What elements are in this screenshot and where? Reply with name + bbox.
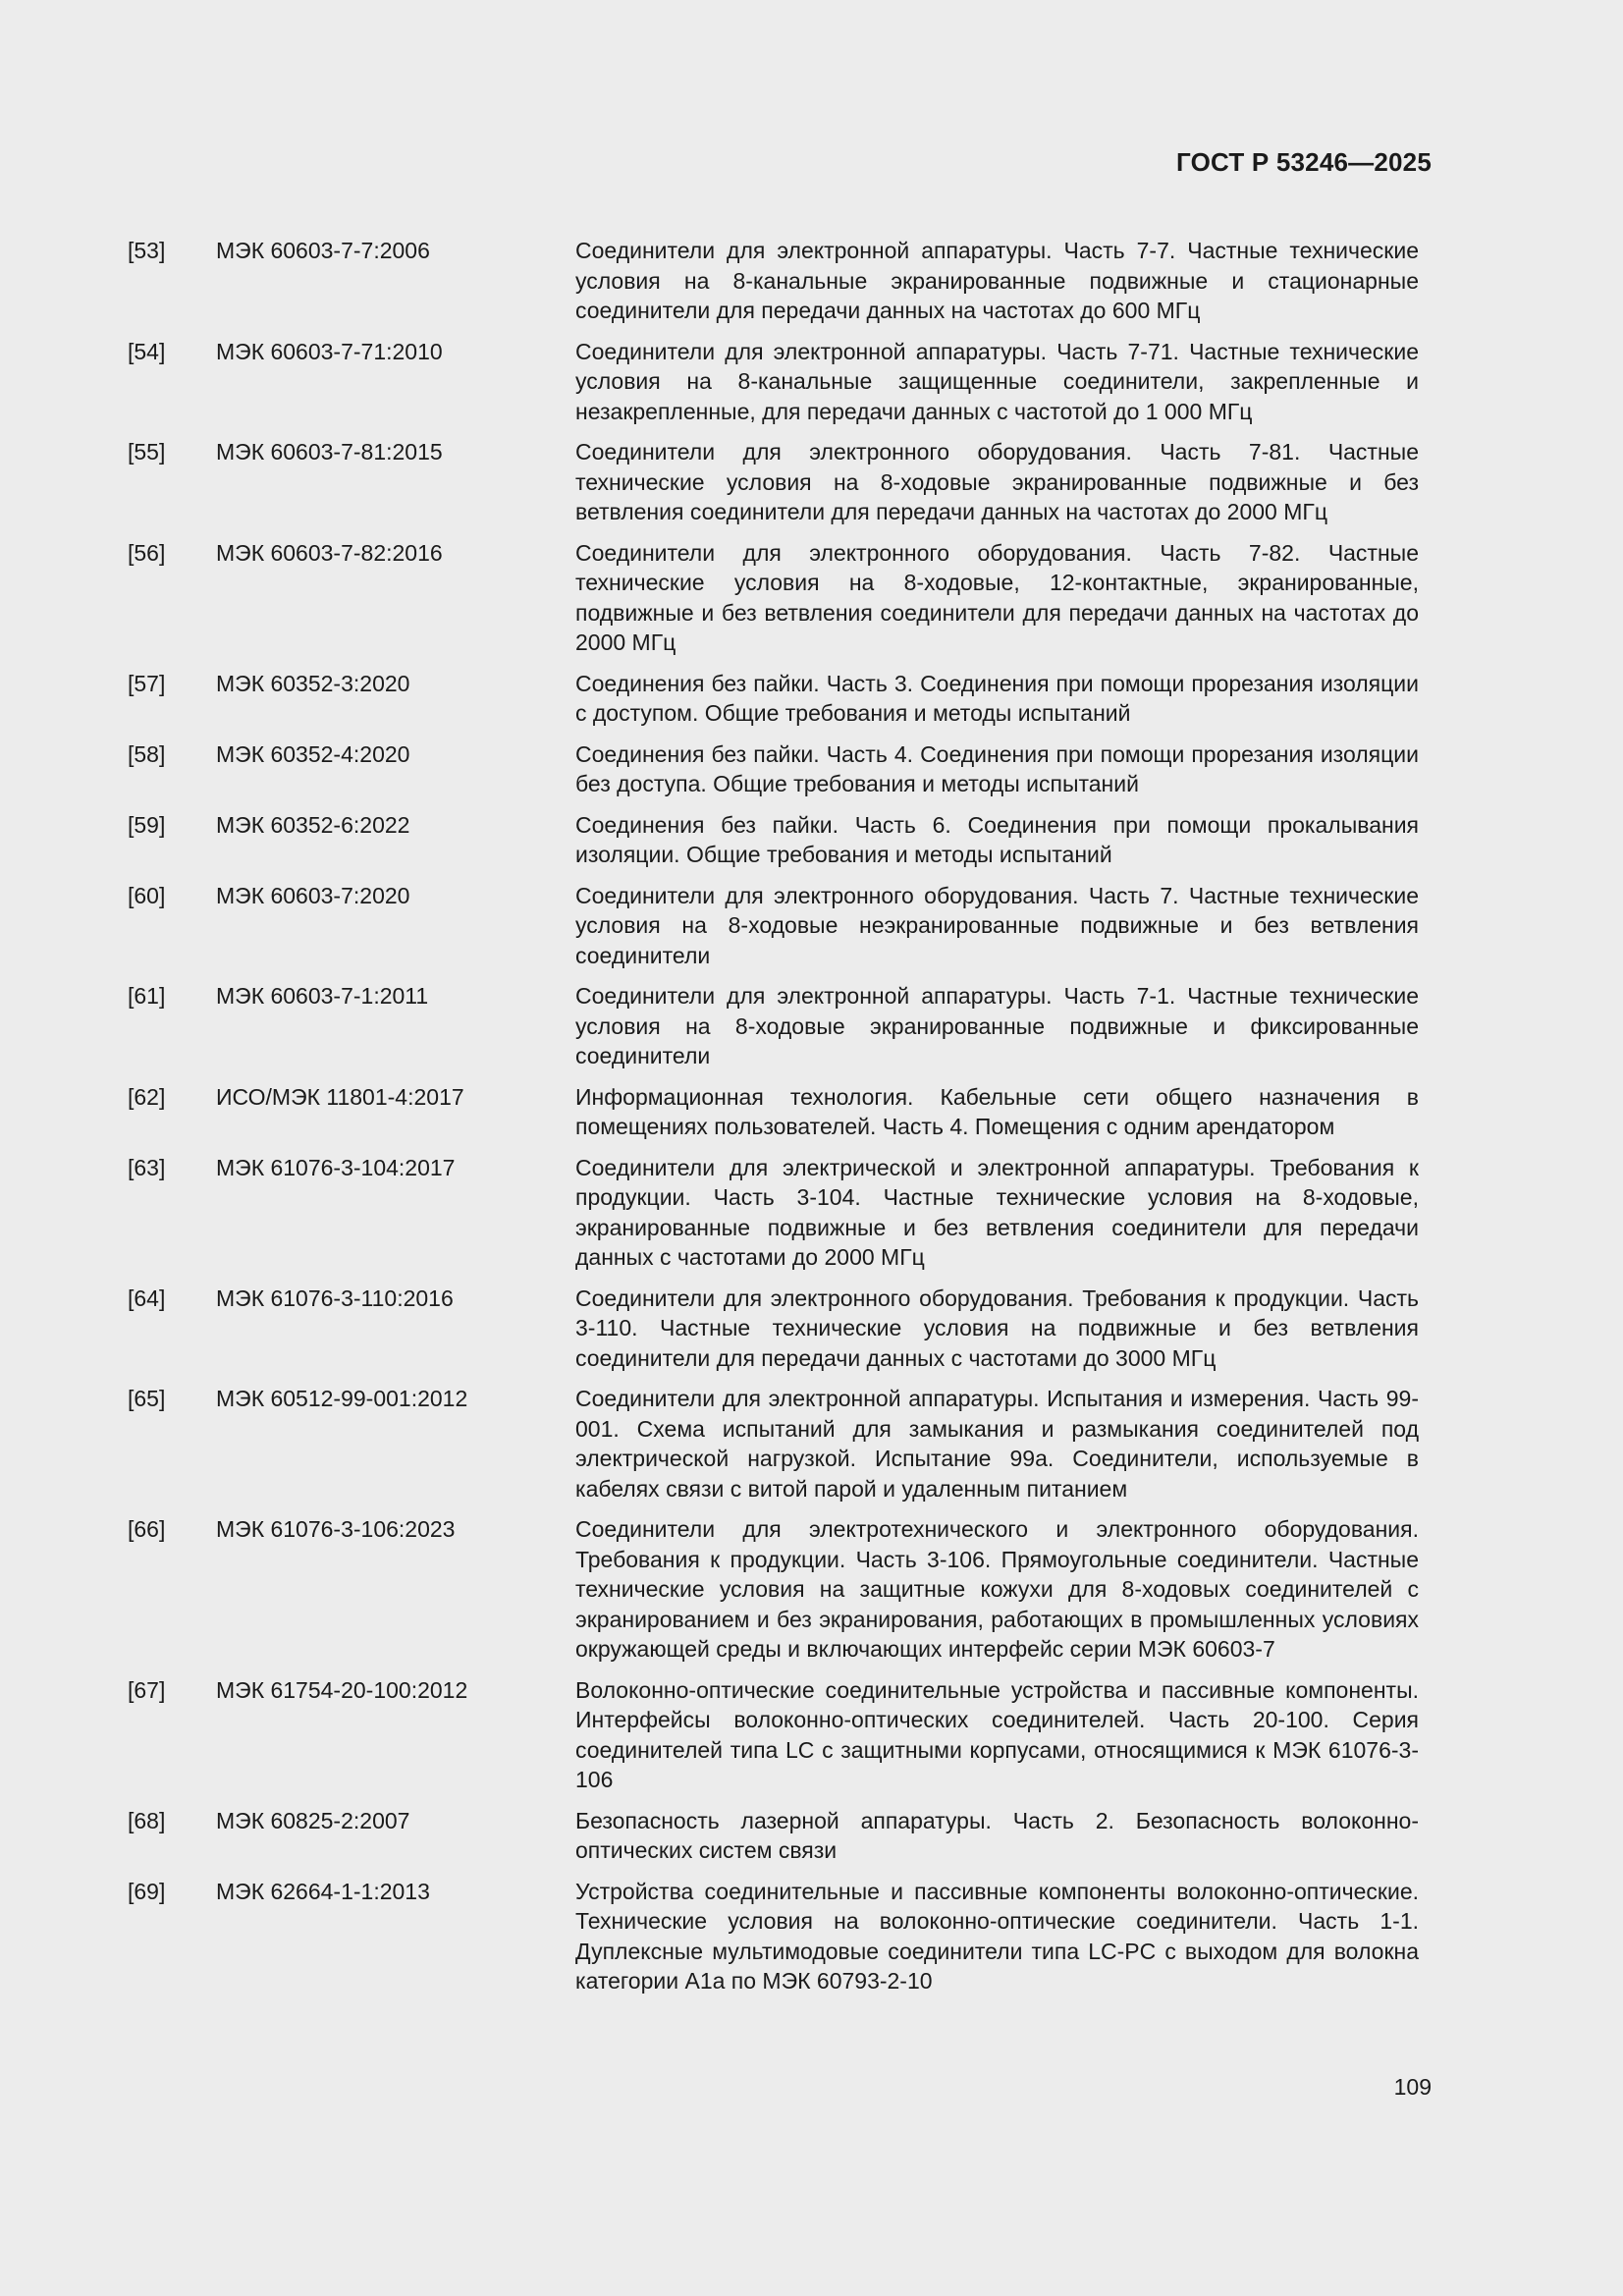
references-list bbox=[128, 236, 1419, 2007]
reference-standard-code: МЭК 60352-4:2020 bbox=[216, 740, 410, 767]
reference-title: Соединения без пайки. Часть 6. Соединения при помощи прокалывания изоляции. Общие требования и методы испытаний bbox=[575, 811, 1419, 867]
reference-item bbox=[128, 1514, 1419, 1665]
reference-item bbox=[128, 437, 1419, 527]
reference-standard-code: МЭК 60825-2:2007 bbox=[216, 1807, 410, 1833]
reference-number: [54] bbox=[128, 338, 166, 364]
reference-standard-code: МЭК 60352-6:2022 bbox=[216, 811, 410, 838]
reference-number: [67] bbox=[128, 1676, 166, 1703]
reference-title: Соединители для электронного оборудования. Требования к продукции. Часть 3-110. Частные технические условия на подвижные и без ветвления соединители для передачи данных с частотами до 3000 МГц bbox=[575, 1285, 1419, 1371]
reference-standard-code: МЭК 60603-7:2020 bbox=[216, 882, 410, 908]
reference-number: [60] bbox=[128, 882, 166, 908]
reference-item bbox=[128, 236, 1419, 326]
reference-number: [68] bbox=[128, 1807, 166, 1833]
reference-number: [62] bbox=[128, 1083, 166, 1110]
reference-title: Устройства соединительные и пассивные компоненты волоконно-оптические. Технические условия на волоконно-оптические соединители. Часть 1-1. Дуплексные мультимодовые соединители типа LC-PC с выходом для волокна категории A1a по МЭК 60793-2-10 bbox=[575, 1878, 1419, 1994]
reference-number: [65] bbox=[128, 1386, 166, 1411]
reference-number: [58] bbox=[128, 740, 166, 767]
reference-item bbox=[128, 1877, 1419, 1996]
reference-item bbox=[128, 1082, 1419, 1142]
reference-item bbox=[128, 981, 1419, 1071]
reference-title: Безопасность лазерной аппаратуры. Часть 2. Безопасность волоконно-оптических систем связи bbox=[575, 1807, 1419, 1863]
reference-title: Соединители для электронной аппаратуры. Часть 7-71. Частные технические условия на 8-канальные защищенные соединители, закрепленные и незакрепленные, для передачи данных с частотой до 1 000 МГц bbox=[575, 338, 1419, 424]
reference-item bbox=[128, 1675, 1419, 1795]
reference-number: [64] bbox=[128, 1285, 166, 1311]
reference-standard-code: МЭК 62664-1-1:2013 bbox=[216, 1878, 430, 1904]
reference-standard-code: МЭК 60512-99-001:2012 bbox=[216, 1386, 468, 1411]
reference-item bbox=[128, 1806, 1419, 1866]
reference-item bbox=[128, 810, 1419, 870]
reference-number: [59] bbox=[128, 811, 166, 838]
reference-item bbox=[128, 739, 1419, 799]
reference-standard-code: МЭК 60603-7-1:2011 bbox=[216, 983, 429, 1009]
reference-number: [63] bbox=[128, 1154, 166, 1180]
reference-standard-code: МЭК 61076-3-110:2016 bbox=[216, 1285, 454, 1311]
reference-title: Соединители для электронного оборудования. Часть 7. Частные технические условия на 8-ходовые неэкранированные подвижные и без ветвления соединители bbox=[575, 882, 1419, 968]
reference-title: Информационная технология. Кабельные сети общего назначения в помещениях пользователей. Часть 4. Помещения с одним арендатором bbox=[575, 1083, 1419, 1139]
reference-item bbox=[128, 881, 1419, 971]
reference-standard-code: МЭК 61754-20-100:2012 bbox=[216, 1676, 468, 1703]
reference-item bbox=[128, 1284, 1419, 1374]
reference-title: Соединители для электронного оборудования. Часть 7-82. Частные технические условия на 8-ходовые, 12-контактные, экранированные, подвижные и без ветвления соединители для передачи данных на частотах до 2000 МГц bbox=[575, 539, 1419, 655]
reference-number: [53] bbox=[128, 238, 166, 263]
reference-standard-code: МЭК 60603-7-81:2015 bbox=[216, 439, 443, 465]
reference-item bbox=[128, 1384, 1419, 1503]
reference-standard-code: МЭК 60603-7-71:2010 bbox=[216, 338, 443, 364]
reference-title: Соединители для электротехнического и электронного оборудования. Требования к продукции. Часть 3-106. Прямоугольные соединители. Частные технические условия на защитные кожухи для 8-ходовых соединителей с экранированием и без экранирования, работающих в промышленных условиях окружающей среды и включающих интерфейс серии МЭК 60603-7 bbox=[575, 1516, 1419, 1662]
reference-number: [69] bbox=[128, 1878, 166, 1904]
reference-title: Соединители для электронного оборудования. Часть 7-81. Частные технические условия на 8-ходовые экранированные подвижные и без ветвления соединители для передачи данных на частотах до 2000 МГц bbox=[575, 439, 1419, 524]
reference-item bbox=[128, 669, 1419, 729]
reference-title: Соединения без пайки. Часть 3. Соединения при помощи прорезания изоляции с доступом. Общие требования и методы испытаний bbox=[575, 670, 1419, 726]
reference-title: Соединители для электронной аппаратуры. Часть 7-1. Частные технические условия на 8-ходовые экранированные подвижные и фиксированные соединители bbox=[575, 983, 1419, 1068]
reference-item bbox=[128, 1153, 1419, 1273]
reference-title: Соединения без пайки. Часть 4. Соединения при помощи прорезания изоляции без доступа. Общие требования и методы испытаний bbox=[575, 740, 1419, 796]
reference-number: [61] bbox=[128, 983, 166, 1009]
reference-title: Соединители для электрической и электронной аппаратуры. Требования к продукции. Часть 3-104. Частные технические условия на 8-ходовые, экранированные подвижные и без ветвления соединители для передачи данных с частотами до 2000 МГц bbox=[575, 1154, 1419, 1270]
reference-standard-code: МЭК 60603-7-7:2006 bbox=[216, 238, 430, 263]
page-number: 109 bbox=[1393, 2074, 1432, 2100]
document-code-header: ГОСТ Р 53246—2025 bbox=[1176, 147, 1432, 177]
reference-number: [55] bbox=[128, 439, 166, 465]
reference-standard-code: МЭК 61076-3-106:2023 bbox=[216, 1516, 456, 1542]
reference-item bbox=[128, 337, 1419, 427]
reference-number: [57] bbox=[128, 670, 166, 696]
reference-title: Соединители для электронной аппаратуры. Часть 7-7. Частные технические условия на 8-канальные экранированные подвижные и стационарные соединители для передачи данных на частотах до 600 МГц bbox=[575, 238, 1419, 323]
reference-standard-code: МЭК 61076-3-104:2017 bbox=[216, 1154, 456, 1180]
reference-number: [66] bbox=[128, 1516, 166, 1542]
reference-standard-code: ИСО/МЭК 11801-4:2017 bbox=[216, 1083, 464, 1110]
reference-item bbox=[128, 538, 1419, 658]
reference-standard-code: МЭК 60603-7-82:2016 bbox=[216, 539, 443, 566]
reference-standard-code: МЭК 60352-3:2020 bbox=[216, 670, 410, 696]
reference-title: Волоконно-оптические соединительные устройства и пассивные компоненты. Интерфейсы волоконно-оптических соединителей. Часть 20-100. Серия соединителей типа LC с защитными корпусами, относящимися к МЭК 61076-3-106 bbox=[575, 1676, 1419, 1792]
reference-number: [56] bbox=[128, 539, 166, 566]
reference-title: Соединители для электронной аппаратуры. Испытания и измерения. Часть 99-001. Схема испытаний для замыкания и размыкания соединителей под электрической нагрузкой. Испытание 99а. Соединители, используемые в кабелях связи с витой парой и удаленным питанием bbox=[575, 1386, 1419, 1502]
